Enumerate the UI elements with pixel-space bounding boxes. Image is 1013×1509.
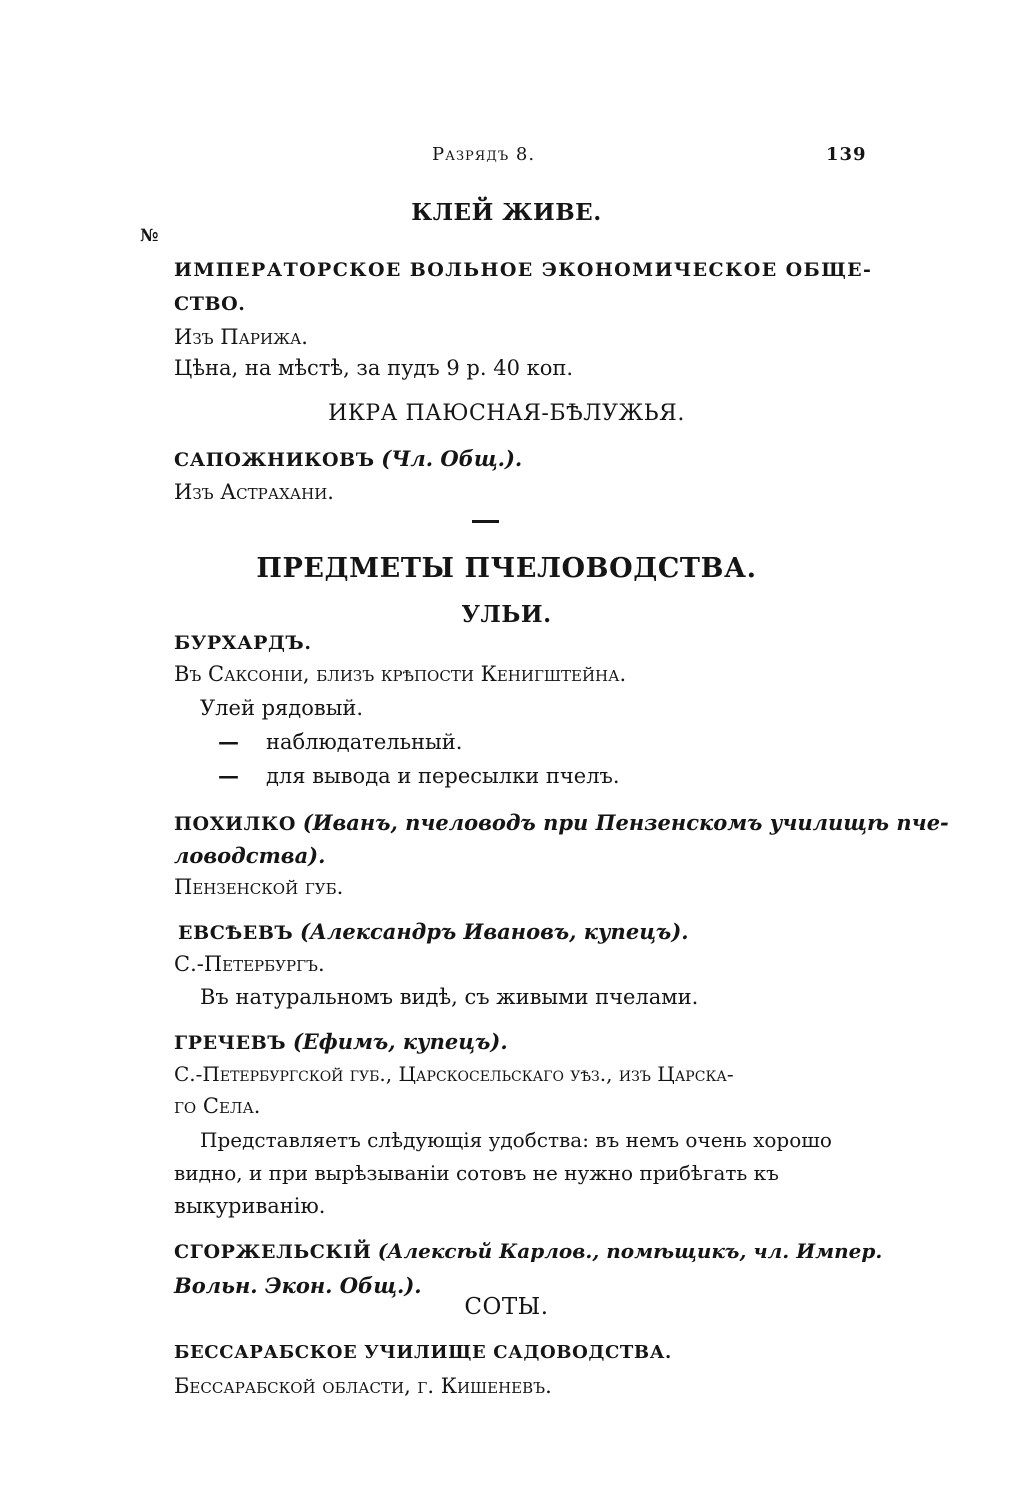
origin-text: Пензенской губ. — [174, 875, 344, 899]
origin-text: С.-Петербургской губ., Царскосельскаго уѣз., изъ Царска- — [174, 1062, 734, 1086]
exhibitor-note: (Чл. Общ.). — [381, 446, 523, 471]
item-row — [218, 765, 620, 787]
subsection-heading-combs: СОТЫ. — [464, 1294, 549, 1320]
origin-text: Бессарабской области, г. Кишеневъ. — [174, 1374, 552, 1398]
exhibitor-name: СГОРЖЕЛЬСКІЙ — [174, 1241, 372, 1263]
description-text: Въ натуральномъ видѣ, съ живыми пчелами. — [200, 985, 699, 1009]
description-text-continued: видно, и при вырѣзываніи сотовъ не нужно прибѣгать къ — [174, 1161, 779, 1185]
description-text-continued: выкуриванію. — [174, 1194, 326, 1218]
exhibitor-name: ПОХИЛКО — [174, 813, 297, 835]
exhibitor-entry — [178, 921, 689, 943]
running-head-section: Разрядъ 8. — [432, 144, 536, 165]
exhibitor-entry — [174, 1031, 508, 1053]
subsection-heading-hives: УЛЬИ. — [461, 601, 552, 628]
exhibitor-note: (Александръ Ивановъ, купецъ). — [300, 919, 689, 944]
origin-text-continued: го Села. — [174, 1094, 261, 1118]
section-divider — [472, 520, 499, 523]
exhibitor-entry — [174, 1241, 882, 1262]
exhibitor-name-continued: СТВО. — [174, 293, 246, 315]
page-number: 139 — [826, 144, 867, 165]
exhibitor-name: БЕССАРАБСКОЕ УЧИЛИЩЕ САДОВОДСТВА. — [174, 1342, 672, 1363]
exhibitor-name: БУРХАРДЪ. — [174, 632, 312, 654]
exhibitor-name: ГРЕЧЕВЪ — [174, 1032, 287, 1054]
major-section-title: ПРЕДМЕТЫ ПЧЕЛОВОДСТВА. — [256, 553, 757, 584]
exhibitor-note: (Иванъ, пчеловодъ при Пензенскомъ училищѣ пче- — [302, 810, 949, 835]
origin-text: Въ Саксоніи, близъ крѣпости Кенигштейна. — [174, 662, 627, 686]
exhibitor-note-continued: Вольн. Экон. Общ.). — [174, 1273, 422, 1298]
exhibitor-entry — [174, 812, 949, 834]
item-text: Улей рядовый. — [200, 696, 364, 720]
item-text: для вывода и пересылки пчелъ. — [266, 764, 620, 788]
item-dash: — — [218, 763, 239, 788]
item-text: наблюдательный. — [266, 730, 463, 754]
exhibitor-note: (Алексѣй Карлов., помѣщикъ, чл. Импер. — [377, 1239, 883, 1263]
description-text: Представляетъ слѣдующія удобства: въ немъ очень хорошо — [200, 1128, 832, 1152]
item-row — [218, 731, 462, 753]
exhibitor-name: САПОЖНИКОВЪ — [174, 449, 375, 471]
section-heading-caviar: ИКРА ПАЮСНАЯ-БѢЛУЖЬЯ. — [328, 401, 685, 426]
origin-text: Изъ Парижа. — [174, 325, 308, 349]
origin-text: С.-Петербургъ. — [174, 952, 325, 976]
price-text: Цѣна, на мѣстѣ, за пудъ 9 р. 40 коп. — [174, 356, 574, 380]
exhibitor-note-continued: ловодства). — [174, 843, 326, 868]
item-dash: — — [218, 729, 239, 754]
exhibitor-name: ИМПЕРАТОРСКОЕ ВОЛЬНОЕ ЭКОНОМИЧЕСКОЕ ОБЩЕ- — [174, 259, 873, 281]
section-heading-glue: КЛЕЙ ЖИВЕ. — [411, 199, 602, 226]
exhibitor-note: (Ефимъ, купецъ). — [292, 1029, 508, 1054]
exhibitor-entry — [174, 448, 522, 470]
number-sign: № — [140, 226, 159, 246]
exhibitor-name: ЕВСѢЕВЪ — [178, 922, 294, 944]
origin-text: Изъ Астрахани. — [174, 480, 334, 504]
